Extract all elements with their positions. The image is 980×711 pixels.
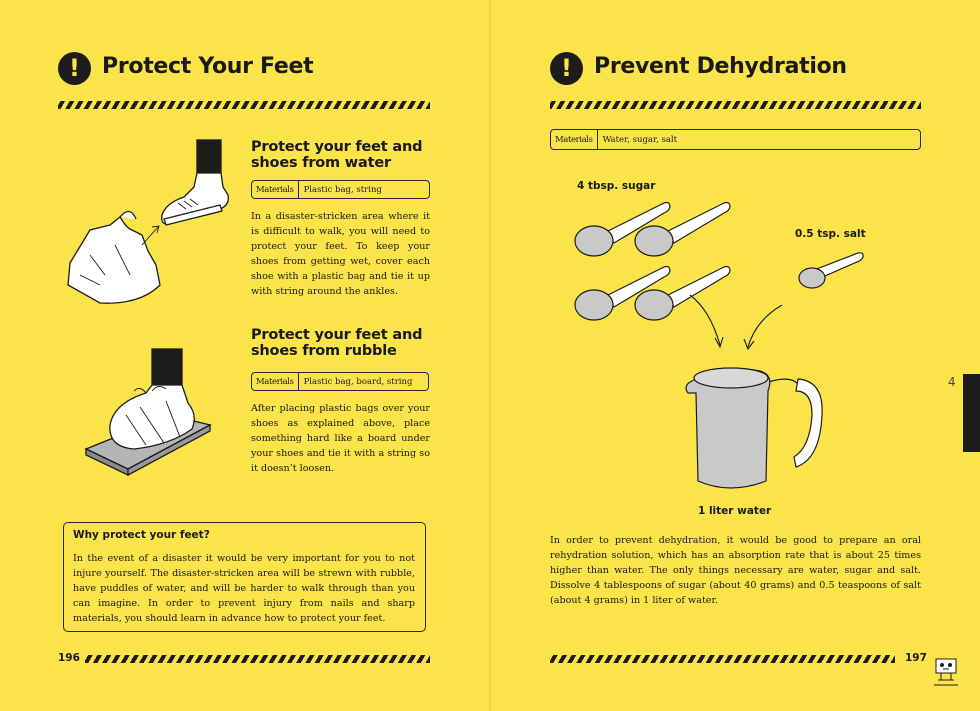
- page-title: Prevent Dehydration: [594, 54, 847, 79]
- hazard-stripe-footer: [85, 655, 430, 663]
- warning-icon: !: [58, 52, 91, 85]
- page-title: Protect Your Feet: [102, 54, 314, 79]
- chapter-tab: [963, 374, 980, 452]
- why-box-title: Why protect your feet?: [73, 529, 210, 541]
- why-protect-box: [63, 522, 426, 632]
- bag-and-shoe-illustration: [60, 135, 240, 315]
- materials-box-water: [251, 180, 430, 199]
- section-title-rubble: Protect your feet and shoes from rubble: [251, 327, 423, 359]
- materials-label: Materials: [252, 373, 299, 390]
- mascot-icon: [930, 656, 962, 688]
- section-title-water: Protect your feet and shoes from water: [251, 139, 423, 171]
- water-label: 1 liter water: [698, 505, 772, 517]
- page-number-right: 197: [905, 652, 927, 664]
- dehydration-text: In order to prevent dehydration, it would be good to prepare an oral rehydration solution, which has an absorption rate that is about 25 times higher than water. The only things necessary are water, sugar and salt. Dissolve 4 tablespoons of sugar (about 40 grams) and 0.5 teaspoons of salt (about 4 grams) in 1 liter of water.: [550, 535, 921, 606]
- hazard-stripe-footer: [550, 655, 895, 663]
- sugar-label: 4 tbsp. sugar: [577, 180, 656, 192]
- page-gutter: [489, 0, 491, 711]
- materials-label: Materials: [551, 130, 598, 149]
- section-text-rubble: After placing plastic bags over your shoes as explained above, place something hard like a board under your shoes and tie it with a string so it doesn’t loosen.: [251, 403, 430, 474]
- materials-value: Plastic bag, board, string: [303, 376, 413, 387]
- hazard-stripe-divider: [550, 101, 921, 109]
- warning-icon: !: [550, 52, 583, 85]
- shoe-on-board-illustration: [80, 345, 220, 480]
- page-number-left: 196: [58, 652, 80, 664]
- section-text-water: In a disaster-stricken area where it is difficult to walk, you will need to protect your feet. To keep your shoes from getting wet, cover each shoe with a plastic bag and tie it up with string around the ankles.: [251, 211, 430, 297]
- materials-box-rubble: [251, 372, 429, 391]
- salt-label: 0.5 tsp. salt: [795, 228, 866, 240]
- materials-label: Materials: [252, 181, 299, 198]
- why-box-text: In the event of a disaster it would be very important for you to not injure yourself. The disaster-stricken area will be strewn with rubble, have puddles of water, and will be harder to walk through than you can imagine. In order to prevent injury from nails and sharp materials, you should learn in advance how to protect your feet.: [73, 553, 415, 624]
- measuring-spoons-and-pitcher-illustration: [570, 195, 870, 500]
- hazard-stripe-divider: [58, 101, 430, 109]
- materials-value: Plastic bag, string: [303, 184, 382, 195]
- materials-value: Water, sugar, salt: [602, 134, 678, 145]
- materials-box: [550, 129, 921, 150]
- chapter-number: 4: [948, 375, 956, 389]
